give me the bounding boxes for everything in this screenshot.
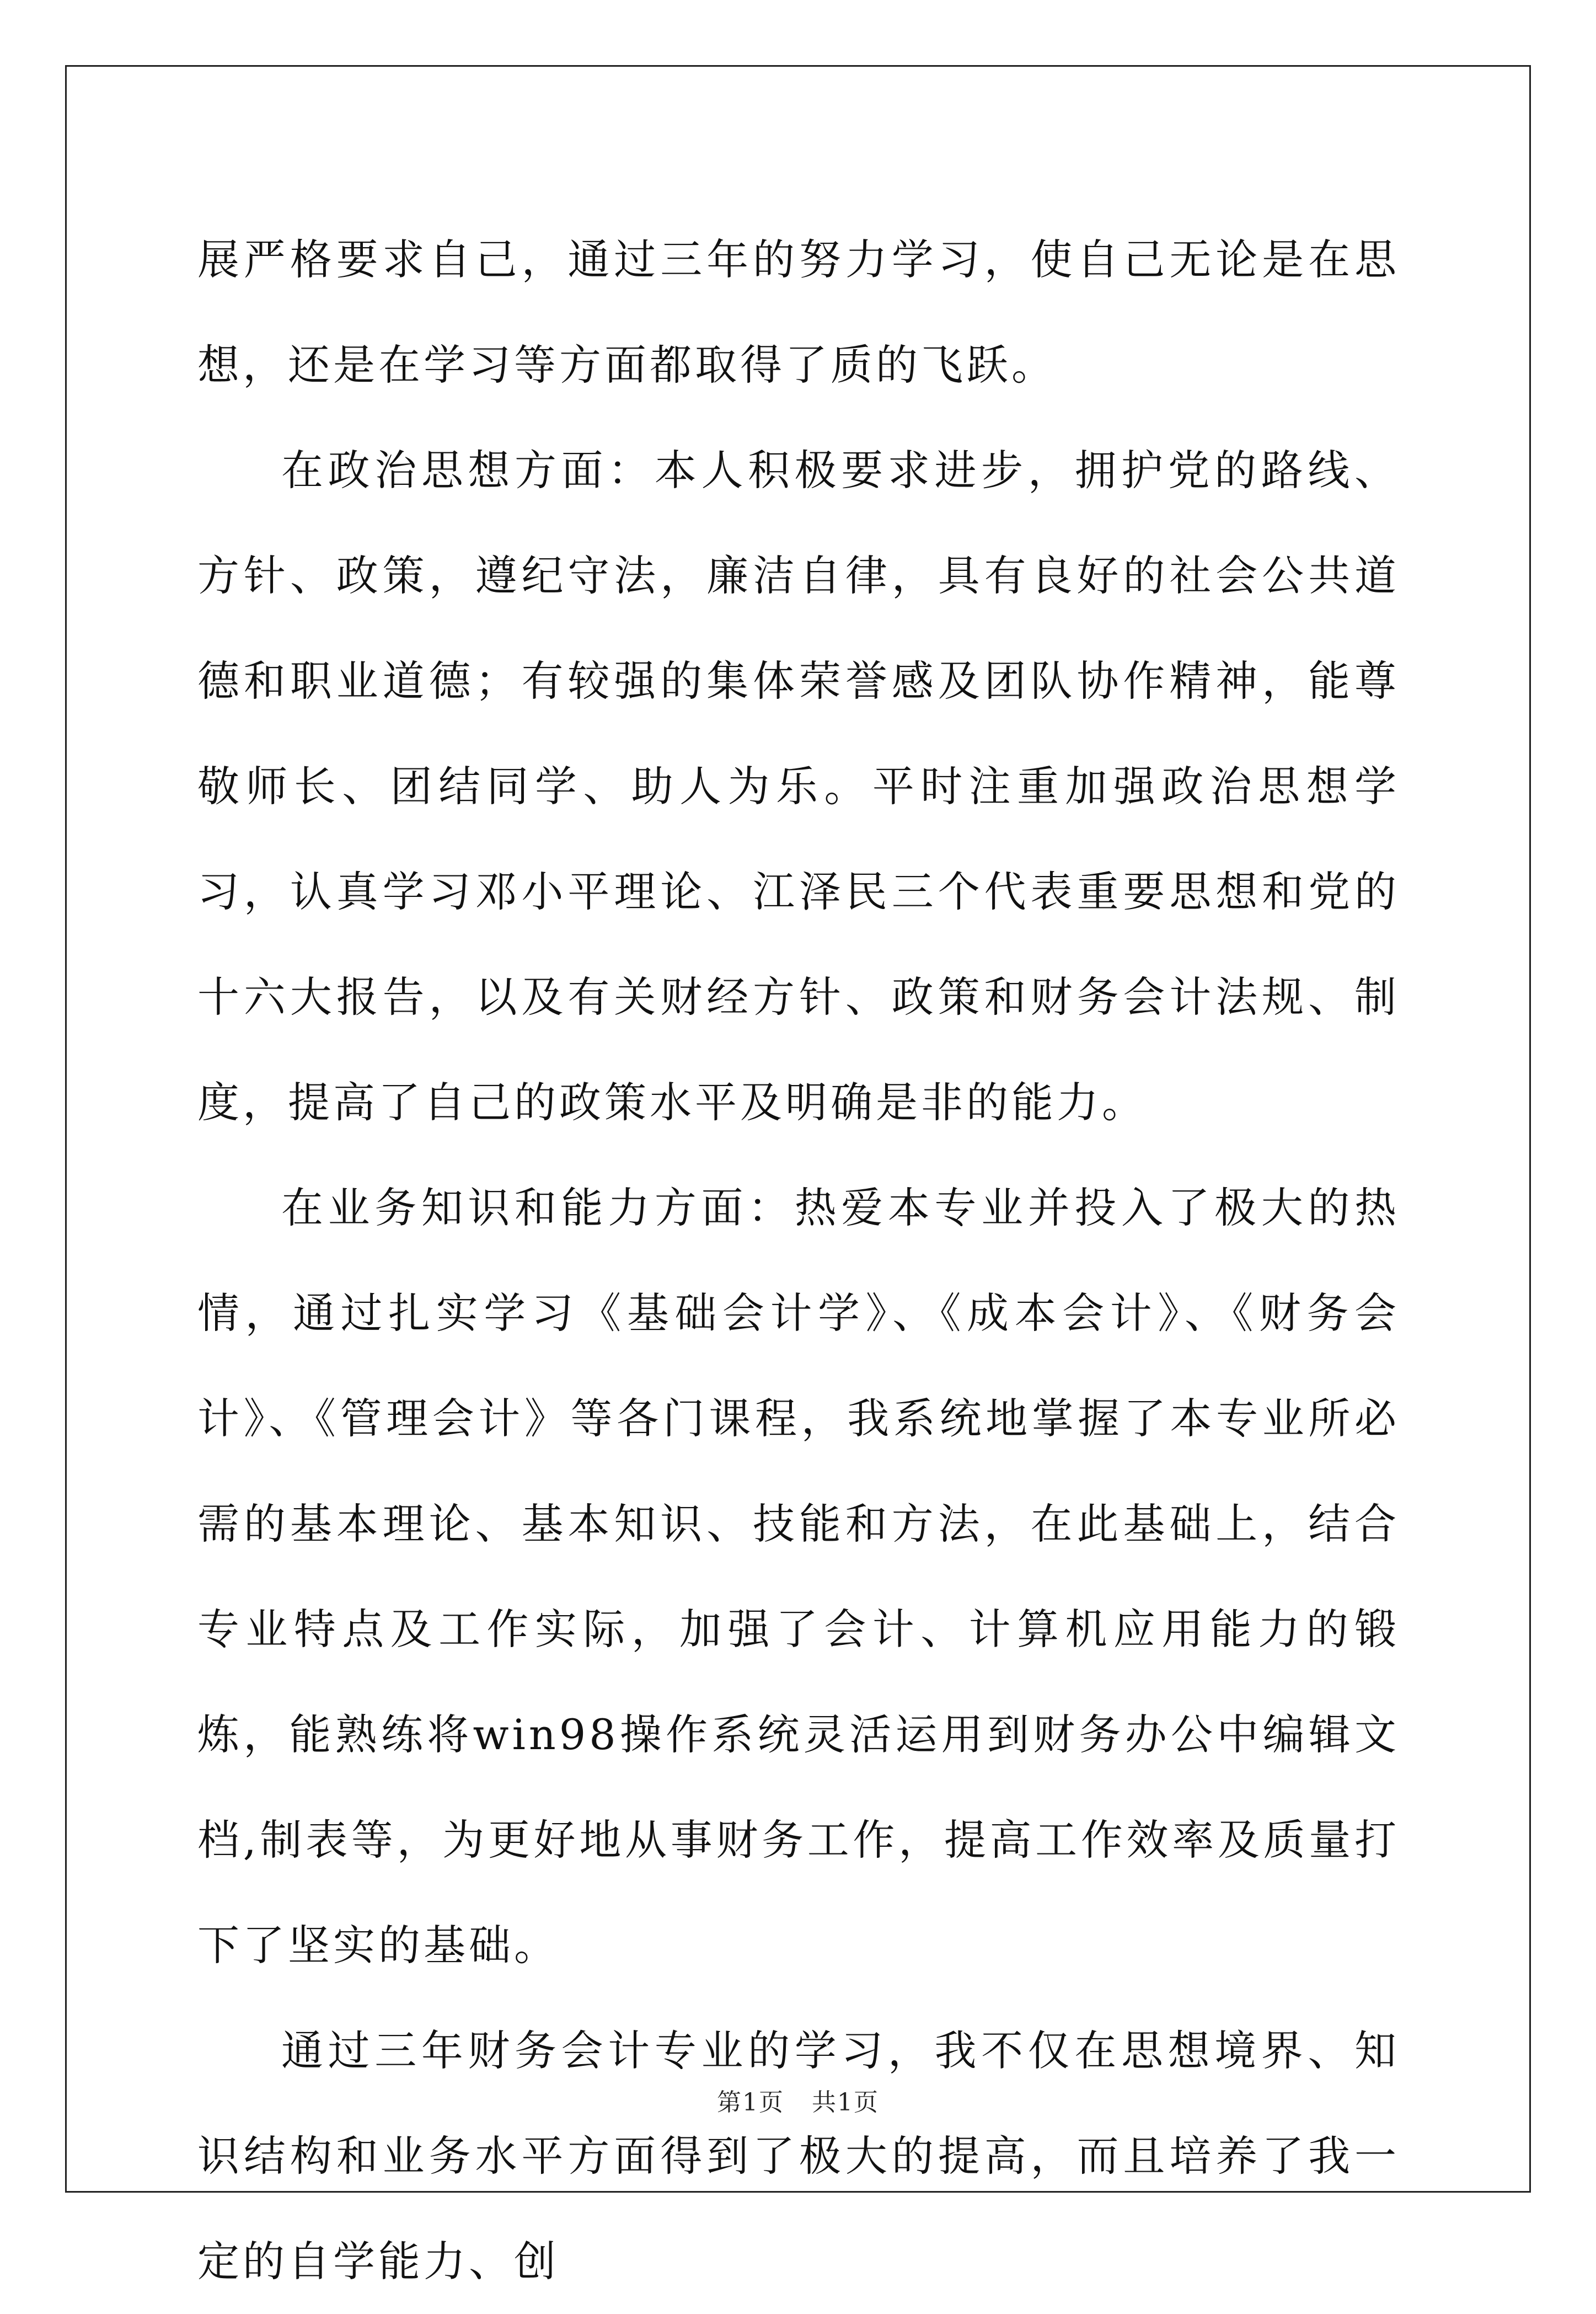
paragraph-summary: 通过三年财务会计专业的学习，我不仅在思想境界、知识结构和业务水平方面得到了极大的提高，而且培养了我一定的自学能力、创 xyxy=(197,2026,1400,2286)
paragraph-continuation: 展严格要求自己，通过三年的努力学习，使自己无论是在思想，还是在学习等方面都取得了质的飞跃。 xyxy=(197,235,1400,389)
page-number: 第1页 xyxy=(717,2088,784,2117)
page-footer xyxy=(0,2082,1596,2118)
page-total: 共1页 xyxy=(812,2088,879,2117)
paragraph-professional-knowledge: 在业务知识和能力方面：热爱本专业并投入了极大的热情，通过扎实学习《基础会计学》、《成本会计》、《财务会计》、《管理会计》等各门课程，我系统地掌握了本专业所必需的基本理论、基本知识、技能和方法，在此基础上，结合专业特点及工作实际，加强了会计、计算机应用能力的锻炼，能熟练将win98操作系统灵活运用到财务办公中编辑文档,制表等，为更好地从事财务工作，提高工作效率及质量打下了坚实的基础。 xyxy=(197,1183,1400,1970)
document-body xyxy=(197,207,1400,2314)
paragraph-political-thought: 在政治思想方面：本人积极要求进步，拥护党的路线、方针、政策，遵纪守法，廉洁自律，具有良好的社会公共道德和职业道德；有较强的集体荣誉感及团队协作精神，能尊敬师长、团结同学、助人为乐。平时注重加强政治思想学习，认真学习邓小平理论、江泽民三个代表重要思想和党的十六大报告，以及有关财经方针、政策和财务会计法规、制度，提高了自己的政策水平及明确是非的能力。 xyxy=(197,446,1400,1127)
